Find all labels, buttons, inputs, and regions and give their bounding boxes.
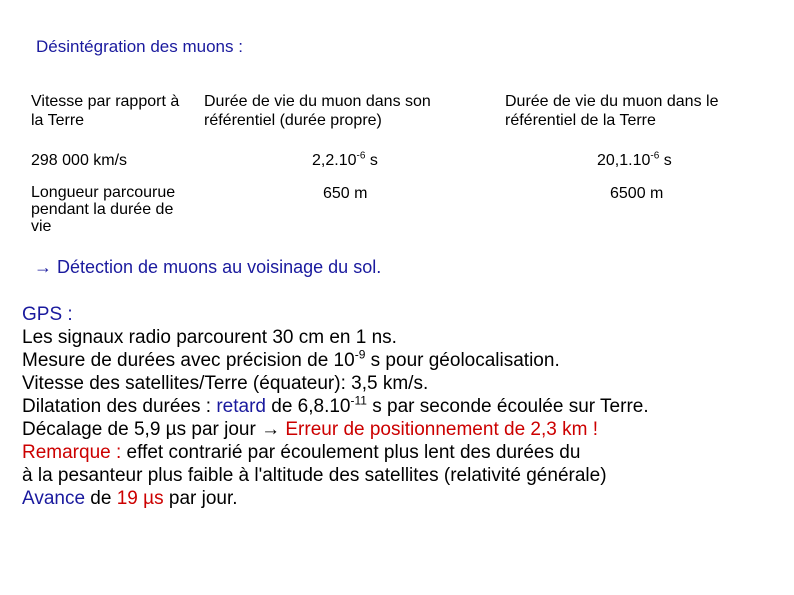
speed-value: 298 000 km/s (31, 152, 128, 169)
gps-line-precision: Mesure de durées avec précision de $10^{-9}$ s pour géolocalisation. (22, 347, 560, 371)
earth-lifetime-value: $20,1.10^{-6}$ s (597, 150, 672, 169)
header-earth-lifetime: Durée de vie du muon dans le référentiel de la Terre (505, 93, 719, 129)
gps-line-gravity: à la pesanteur plus faible à l'altitude des satellites (relativité générale) (22, 465, 607, 486)
header-proper-lifetime: Durée de vie du muon dans son référentiel (durée propre) (204, 93, 431, 129)
gps-line-advance: Avance de 19 µs par jour. (22, 488, 238, 509)
page-title: Désintégration des muons : (36, 37, 243, 56)
gps-line-speed: Vitesse des satellites/Terre (équateur): 3,5 km/s. (22, 373, 429, 394)
header-speed: Vitesse par rapport à la Terre (31, 93, 180, 129)
detection-conclusion: → Détection de muons au voisinage du sol. (34, 257, 382, 277)
proper-lifetime-value: $2,2.10^{-6}$ s (312, 150, 378, 169)
gps-line-offset: Décalage de 5,9 µs par jour → Erreur de positionnement de 2,3 km ! (22, 419, 598, 440)
gps-line-dilation: Dilatation des durées : retard de $6,8.10^{-11}$ s par seconde écoulée sur Terre. (22, 393, 649, 417)
proper-distance-value: 650 m (323, 185, 368, 202)
gps-heading: GPS : (22, 304, 73, 325)
earth-distance-value: 6500 m (610, 185, 664, 202)
gps-section (22, 303, 649, 510)
gps-line-remark: Remarque : effet contrarié par écoulement plus lent des durées du (22, 442, 581, 463)
distance-label: Longueur parcourue pendant la durée de vie (31, 184, 176, 235)
gps-line-signals: Les signaux radio parcourent 30 cm en 1 ns. (22, 327, 397, 348)
